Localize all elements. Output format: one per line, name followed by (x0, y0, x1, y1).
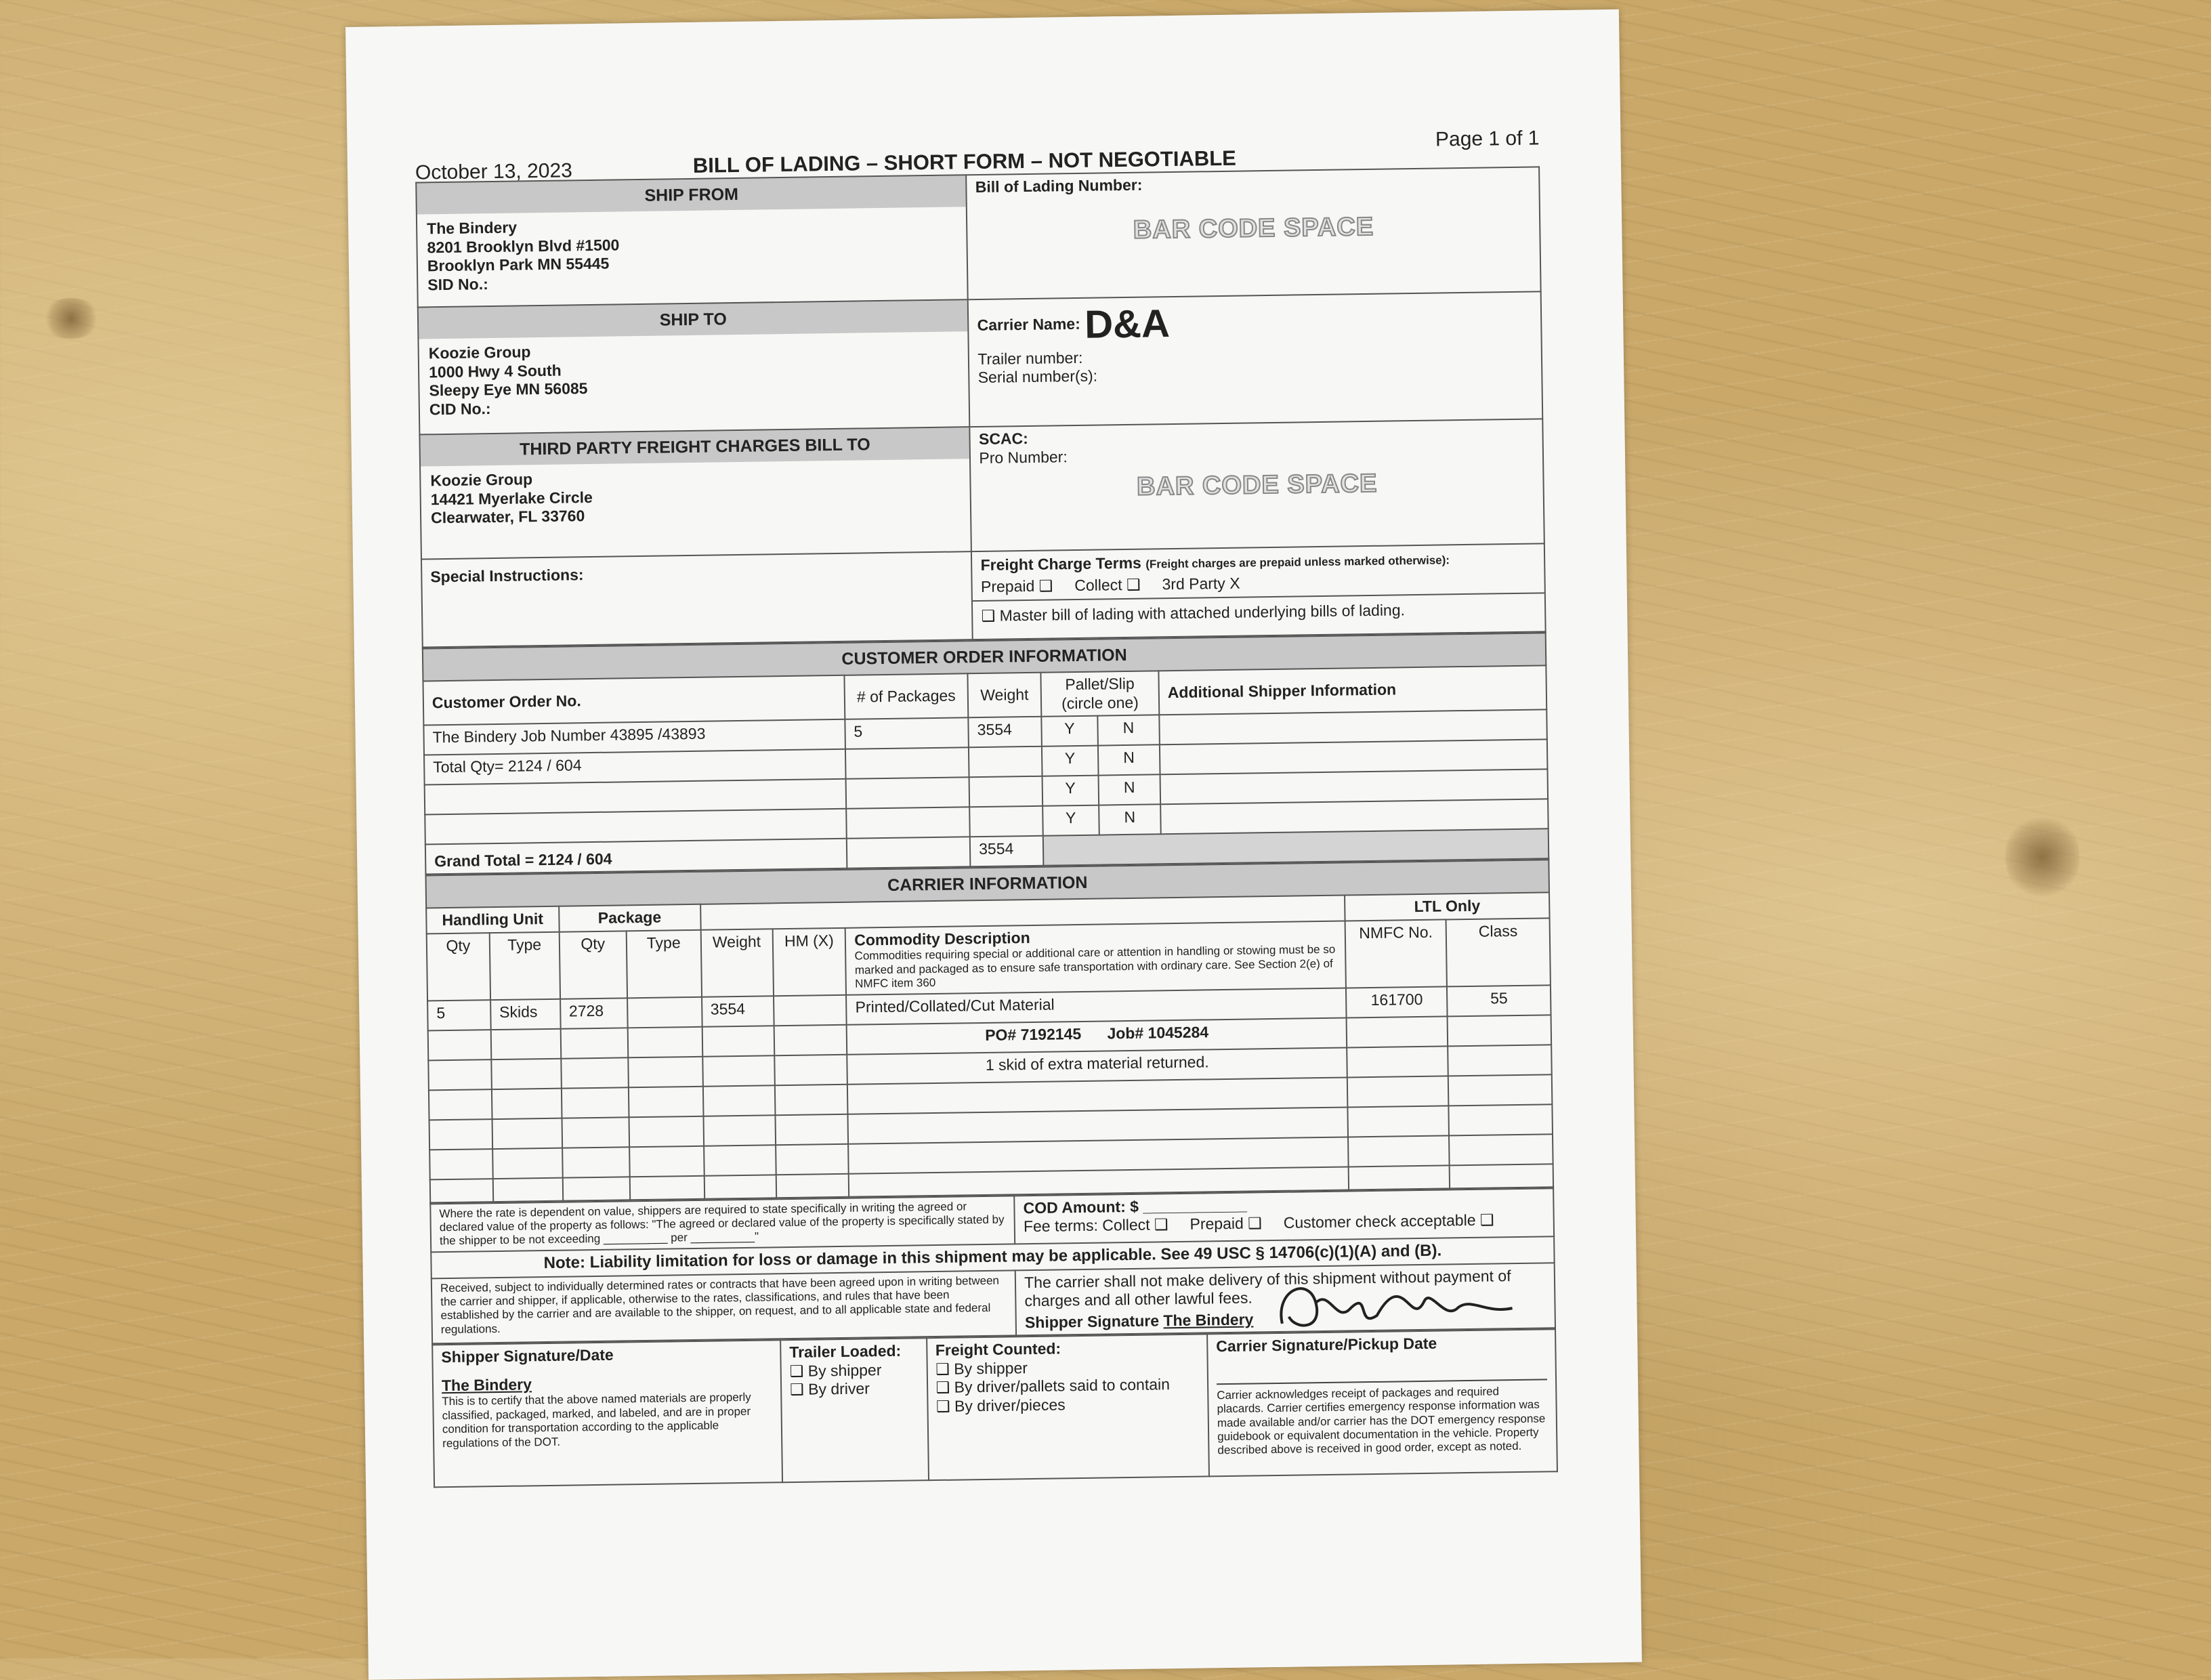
signature-footer-table (431, 1329, 1558, 1488)
col-hu-type: Type (490, 932, 560, 1000)
handwritten-signature (1268, 1259, 1526, 1337)
col-weight: Weight (700, 929, 773, 996)
cod-cell (1014, 1188, 1554, 1244)
pallet-yes[interactable]: Y (1041, 716, 1097, 747)
carrier-acknowledge-text: Carrier acknowledges receipt of packages and required placards. Carrier certifies emergency response information was made available and/or carrier has the DOT emergency response guidebook or equivalent documentation in the vehicle. Property described above is received in good order, except as noted. (1217, 1385, 1546, 1457)
carrier-name: D&A (1084, 301, 1171, 347)
prepaid-checkbox[interactable]: Prepaid ❑ (980, 576, 1053, 595)
col-hm: HM (X) (772, 928, 846, 996)
weight-cell (969, 776, 1043, 807)
nmfc-cell: 161700 (1346, 986, 1448, 1017)
col-hu-qty: Qty (427, 933, 490, 1001)
special-instructions-label: Special Instructions: (430, 566, 584, 586)
master-bol-checkbox[interactable]: ❑ Master bill of lading with attached underlying bills of lading. (981, 601, 1406, 625)
additional-cell (1160, 740, 1548, 775)
carrier-delivery-text: The carrier shall not make delivery of this shipment without payment of charges and all other lawful fees. (1024, 1266, 1511, 1310)
ship-to-heading: SHIP TO (419, 300, 968, 339)
order-cell: Total Qty= 2124 / 604 (424, 749, 845, 785)
shipper-signature-name: The Bindery (1163, 1310, 1254, 1330)
extra-material-cell: 1 skid of extra material returned. (847, 1047, 1347, 1084)
fc-by-driver-pieces-checkbox[interactable]: ❑ By driver/pieces (935, 1395, 1066, 1416)
shipment-parties-table (415, 166, 1546, 648)
special-instructions-cell (421, 551, 973, 647)
carrier-signature-cell (1207, 1330, 1557, 1477)
fee-terms[interactable]: Fee terms: Collect ❑ Prepaid ❑ Customer check acceptable ❑ (1023, 1211, 1494, 1236)
commodity-description-label: Commodity Description (854, 928, 1030, 949)
declared-value-note: Where the rate is dependent on value, shippers are required to state specifically in writing the agreed or declared value of the property as follows: "The agreed or declared value of the property is specifically stated by the shipper to be not exceeding __________ per __________" (430, 1196, 1015, 1252)
liability-note: Note: Liability limitation for loss or damage in this shipment may be applicable. See 49 USC § 14706(c)(1)(A) and (B). (431, 1236, 1554, 1278)
ship-from-line: 8201 Brooklyn Blvd #1500 (427, 235, 620, 256)
pallet-no[interactable]: N (1098, 745, 1160, 776)
ltl-only-heading: LTL Only (1345, 893, 1549, 921)
weight-cell (969, 806, 1043, 837)
wood-knot (2005, 813, 2080, 901)
carrier-cell (968, 291, 1542, 427)
carrier-pickup-label: Carrier Signature/Pickup Date (1216, 1334, 1437, 1356)
ship-to-line: 1000 Hwy 4 South (428, 361, 562, 381)
col-pallet-slip (1040, 671, 1159, 717)
hu-qty-cell: 5 (427, 1000, 490, 1030)
ship-to-line: Koozie Group (428, 343, 531, 362)
shipper-certify-text: This is to certify that the above named materials are properly classified, packaged, marked, and labeled, and are in proper condition for transportation according to the applicable regulations of the DOT. (442, 1391, 751, 1450)
packages-cell (845, 747, 969, 779)
circle-one-label: (circle one) (1061, 693, 1139, 712)
freight-terms-note: (Freight charges are prepaid unless marked otherwise): (1145, 553, 1450, 571)
additional-cell (1159, 710, 1547, 745)
third-party-line: Clearwater, FL 33760 (430, 507, 585, 527)
hm-cell (774, 994, 847, 1026)
document-date: October 13, 2023 (415, 159, 573, 184)
po-job-cell: PO# 7192145 Job# 1045284 (847, 1017, 1347, 1054)
commodity-note: Commodities requiring special or additional care or attention in handling or stowing must be so marked and packaged as to ensure safe transportation with ordinary care. See Section 2(e) of NMFC item 360 (854, 943, 1336, 990)
shipper-signature-label: Shipper Signature (1024, 1311, 1160, 1331)
third-party-heading: THIRD PARTY FREIGHT CHARGES BILL TO (420, 427, 969, 466)
shipper-name: The Bindery (441, 1375, 532, 1395)
shipper-signature-date-label: Shipper Signature/Date (441, 1345, 614, 1366)
handling-unit-heading: Handling Unit (426, 906, 559, 933)
carrier-info-heading: CARRIER INFORMATION (426, 860, 1550, 908)
trailer-number-label: Trailer number: (977, 348, 1083, 368)
trailer-loaded-cell (780, 1339, 928, 1483)
document-title: BILL OF LADING – SHORT FORM – NOT NEGOTIABLE (692, 146, 1237, 177)
grand-total-weight: 3554 (970, 836, 1043, 867)
received-text: Received, subject to individually determined rates or contracts that have been agreed upon in writing between the carrier and shipper, if applicable, otherwise to the rates, classifications, and rules that have been established by the carrier and are available to the shipper, on request, and to all applicable state and federal regulations. (431, 1270, 1016, 1344)
col-packages: # of Packages (844, 673, 968, 719)
scac-cell (970, 419, 1544, 551)
ship-to-line: Sleepy Eye MN 56085 (429, 379, 588, 400)
pallet-yes[interactable]: Y (1042, 746, 1098, 776)
package-heading: Package (559, 904, 700, 932)
weight-cell: 3554 (968, 717, 1041, 748)
col-customer-order: Customer Order No. (423, 675, 845, 726)
col-weight: Weight (968, 673, 1042, 718)
by-driver-checkbox[interactable]: ❑ By driver (789, 1379, 870, 1399)
serial-number-label: Serial number(s): (977, 366, 1098, 387)
weight-cell: 3554 (702, 996, 774, 1026)
third-party-line: Koozie Group (430, 470, 533, 490)
additional-cell (1160, 799, 1549, 835)
pallet-yes[interactable]: Y (1043, 805, 1099, 836)
col-pkg-qty: Qty (559, 931, 627, 999)
freight-counted-label: Freight Counted: (935, 1339, 1061, 1360)
pallet-slip-label: Pallet/Slip (1065, 674, 1135, 694)
freight-terms-cell (971, 543, 1545, 639)
packages-cell: 5 (845, 717, 969, 749)
by-shipper-checkbox[interactable]: ❑ By shipper (789, 1361, 882, 1380)
bill-of-lading-paper (345, 9, 1642, 1680)
col-commodity (845, 921, 1346, 994)
pallet-no[interactable]: N (1099, 805, 1161, 835)
ship-from-heading: SHIP FROM (417, 175, 966, 214)
carrier-name-label: Carrier Name: (977, 314, 1080, 334)
third-party-line: 14421 Myerlake Circle (430, 488, 593, 508)
ship-to-cell (418, 299, 970, 434)
pallet-yes[interactable]: Y (1042, 776, 1098, 806)
cod-amount: COD Amount: $ ____________ (1023, 1196, 1247, 1217)
carrier-signature-line (1217, 1379, 1547, 1385)
customer-order-table (422, 632, 1550, 875)
col-class: Class (1446, 918, 1551, 986)
carrier-delivery-cell (1015, 1263, 1555, 1336)
pkg-qty-cell: 2728 (560, 998, 628, 1028)
fc-by-shipper-checkbox[interactable]: ❑ By shipper (935, 1359, 1028, 1378)
grand-total-packages (847, 837, 971, 868)
scac-label: SCAC: (978, 429, 1029, 448)
barcode-space: BAR CODE SPACE (1133, 212, 1374, 245)
carrier-information-table (425, 859, 1554, 1202)
fc-by-driver-pallets-checkbox[interactable]: ❑ By driver/pallets said to contain (935, 1375, 1171, 1397)
col-pkg-type: Type (627, 930, 702, 998)
order-cell: The Bindery Job Number 43895 /43893 (423, 719, 845, 755)
customer-order-heading: CUSTOMER ORDER INFORMATION (423, 633, 1546, 681)
ship-from-line: SID No.: (427, 274, 488, 294)
third-party-cell (419, 427, 971, 559)
shipper-signature-date-cell (432, 1341, 782, 1488)
ship-from-line: Brooklyn Park MN 55445 (427, 254, 610, 275)
pro-number-label: Pro Number: (979, 447, 1068, 467)
grand-total: Grand Total = 2124 / 604 (425, 839, 847, 875)
weight-cell (969, 747, 1042, 778)
collect-checkbox[interactable]: Collect ❑ (1074, 575, 1141, 594)
document-header (415, 91, 1540, 182)
freight-terms-label: Freight Charge Terms (980, 553, 1142, 574)
ship-from-line: The Bindery (426, 218, 518, 238)
packages-cell (845, 777, 969, 809)
pallet-no[interactable]: N (1098, 775, 1160, 805)
col-nmfc: NMFC No. (1345, 919, 1448, 988)
trailer-loaded-label: Trailer Loaded: (789, 1342, 902, 1362)
wood-knot (41, 298, 102, 339)
pallet-no[interactable]: N (1097, 715, 1160, 746)
class-cell: 55 (1447, 985, 1551, 1016)
page-number: Page 1 of 1 (1435, 127, 1540, 151)
col-additional-info: Additional Shipper Information (1158, 665, 1546, 715)
ship-to-line: CID No.: (429, 399, 491, 419)
bol-number-label: Bill of Lading Number: (975, 175, 1143, 196)
value-cod-table (429, 1188, 1556, 1345)
document (415, 91, 1558, 1488)
third-party-checkbox[interactable]: 3rd Party X (1162, 574, 1240, 593)
ship-from-cell (416, 175, 968, 307)
bol-number-cell (967, 167, 1541, 299)
pkg-type-cell (627, 996, 702, 1028)
freight-counted-cell (927, 1335, 1209, 1481)
commodity-cell: Printed/Collated/Cut Material (846, 988, 1346, 1024)
barcode-space: BAR CODE SPACE (1136, 469, 1378, 501)
hu-type-cell: Skids (490, 999, 560, 1029)
packages-cell (846, 807, 970, 839)
